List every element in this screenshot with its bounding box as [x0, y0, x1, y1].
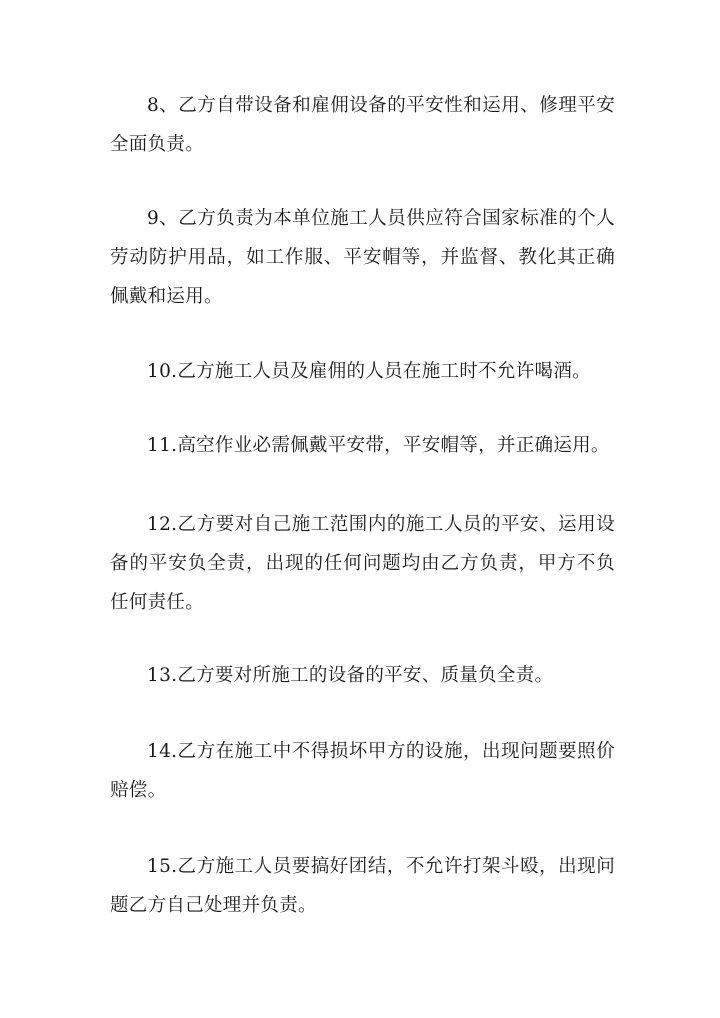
clause-13: 13.乙方要对所施工的设备的平安、质量负全责。 [147, 665, 554, 686]
clause-14: 14.乙方在施工中不得损坏甲方的设施，出现问题要照价赔偿。 [110, 741, 615, 801]
clause-15: 15.乙方施工人员要搞好团结，不允许打架斗殴，出现问题乙方自己处理并负责。 [110, 856, 615, 916]
clause-10: 10.乙方施工人员及雇佣的人员在施工时不允许喝酒。 [147, 361, 591, 382]
clause-9: 9、乙方负责为本单位施工人员供应符合国家标准的个人劳动防护用品，如工作服、平安帽等，并监督、教化其正确佩戴和运用。 [110, 208, 615, 307]
clause-11: 11.高空作业必需佩戴平安带，平安帽等，并正确运用。 [147, 435, 610, 456]
clause-12: 12.乙方要对自己施工范围内的施工人员的平安、运用设备的平安负全责，出现的任何问题均由乙方负责，甲方不负任何责任。 [110, 514, 615, 613]
clause-8: 8、乙方自带设备和雇佣设备的平安性和运用、修理平安全面负责。 [110, 95, 615, 155]
